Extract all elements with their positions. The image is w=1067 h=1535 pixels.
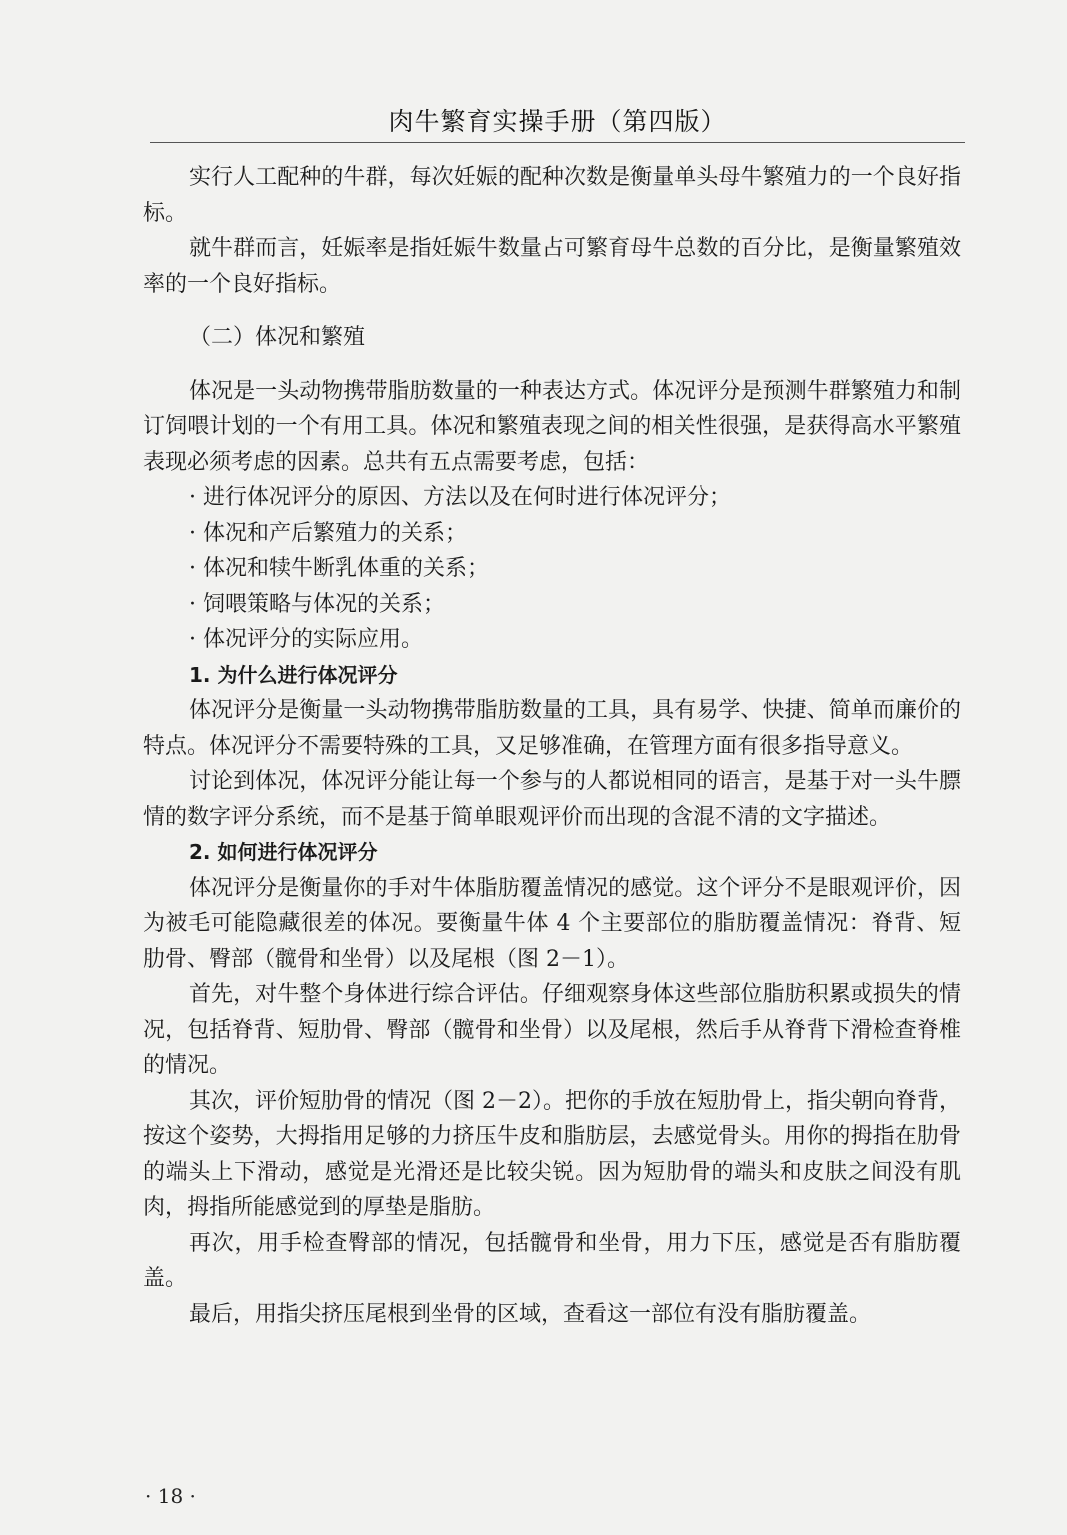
paragraph: 讨论到体况，体况评分能让每一个参与的人都说相同的语言，是基于对一头牛膘情的数字评分系统，而不是基于简单眼观评价而出现的含混不清的文字描述。 bbox=[143, 769, 961, 830]
paragraph: 体况评分是衡量你的手对牛体脂肪覆盖情况的感觉。这个评分不是眼观评价，因为被毛可能隐藏很差的体况。要衡量牛体 4 个主要部位的脂肪覆盖情况：脊背、短肋骨、臀部（髋骨和坐骨）以及尾根（图 2－1）。 bbox=[143, 875, 961, 972]
bullet-marker: · bbox=[189, 485, 196, 510]
paragraph: 体况评分是衡量一头动物携带脂肪数量的工具，具有易学、快捷、简单而廉价的特点。体况评分不需要特殊的工具，又足够准确，在管理方面有很多指导意义。 bbox=[143, 698, 961, 759]
bullet-marker: · bbox=[189, 627, 196, 652]
subheading: 1. 为什么进行体况评分 bbox=[189, 662, 398, 687]
subheading: 2. 如何进行体况评分 bbox=[189, 840, 378, 864]
body-text bbox=[143, 160, 961, 1332]
bullet-item bbox=[143, 622, 961, 658]
paragraph: 体况是一头动物携带脂肪数量的一种表达方式。体况评分是预测牛群繁殖力和制订饲喂计划的一个有用工具。体况和繁殖表现之间的相关性很强，是获得高水平繁殖表现必须考虑的因素。总共有五点需要考虑，包括： bbox=[143, 378, 961, 475]
bullet-text: 饲喂策略与体况的关系； bbox=[203, 591, 446, 617]
paragraph: 其次，评价短肋骨的情况（图 2－2）。把你的手放在短肋骨上，指尖朝向脊背，按这个姿势，大拇指用足够的力挤压牛皮和脂肪层，去感觉骨头。用你的拇指在肋骨的端头上下滑动，感觉是光滑还是比较尖锐。因为短肋骨的端头和皮肤之间没有肌肉，拇指所能感觉到的厚垫是脂肪。 bbox=[143, 1088, 961, 1220]
bullet-text: 体况评分的实际应用。 bbox=[203, 627, 424, 652]
bullet-item bbox=[143, 480, 961, 516]
bullet-text: 体况和犊牛断乳体重的关系； bbox=[203, 556, 490, 581]
paragraph: 首先，对牛整个身体进行综合评估。仔细观察身体这些部位脂肪积累或损失的情况，包括脊背、短肋骨、臀部（髋骨和坐骨）以及尾根，然后手从脊背下滑检查脊椎的情况。 bbox=[143, 982, 961, 1078]
bullet-item bbox=[143, 551, 961, 587]
bullet-text: 进行体况评分的原因、方法以及在何时进行体况评分； bbox=[203, 485, 732, 510]
bullet-text: 体况和产后繁殖力的关系； bbox=[203, 520, 468, 546]
paragraph: 再次，用手检查臀部的情况，包括髋骨和坐骨，用力下压，感觉是否有脂肪覆盖。 bbox=[143, 1230, 961, 1291]
bullet-marker: · bbox=[189, 556, 196, 581]
header-rule bbox=[150, 142, 965, 143]
bullet-marker: · bbox=[189, 591, 196, 617]
running-header: 肉牛繁育实操手册（第四版） bbox=[388, 107, 727, 136]
paragraph: 最后，用指尖挤压尾根到坐骨的区域，查看这一部位有没有脂肪覆盖。 bbox=[189, 1301, 872, 1327]
paragraph: 实行人工配种的牛群，每次妊娠的配种次数是衡量单头母牛繁殖力的一个良好指标。 bbox=[143, 165, 961, 226]
bullet-item bbox=[143, 587, 961, 623]
paragraph: 就牛群而言，妊娠率是指妊娠牛数量占可繁育母牛总数的百分比，是衡量繁殖效率的一个良好指标。 bbox=[143, 236, 961, 297]
bullet-marker: · bbox=[189, 520, 196, 546]
section-heading: （二）体况和繁殖 bbox=[189, 325, 366, 350]
page-number: · 18 · bbox=[145, 1484, 196, 1508]
bullet-item bbox=[143, 516, 961, 552]
